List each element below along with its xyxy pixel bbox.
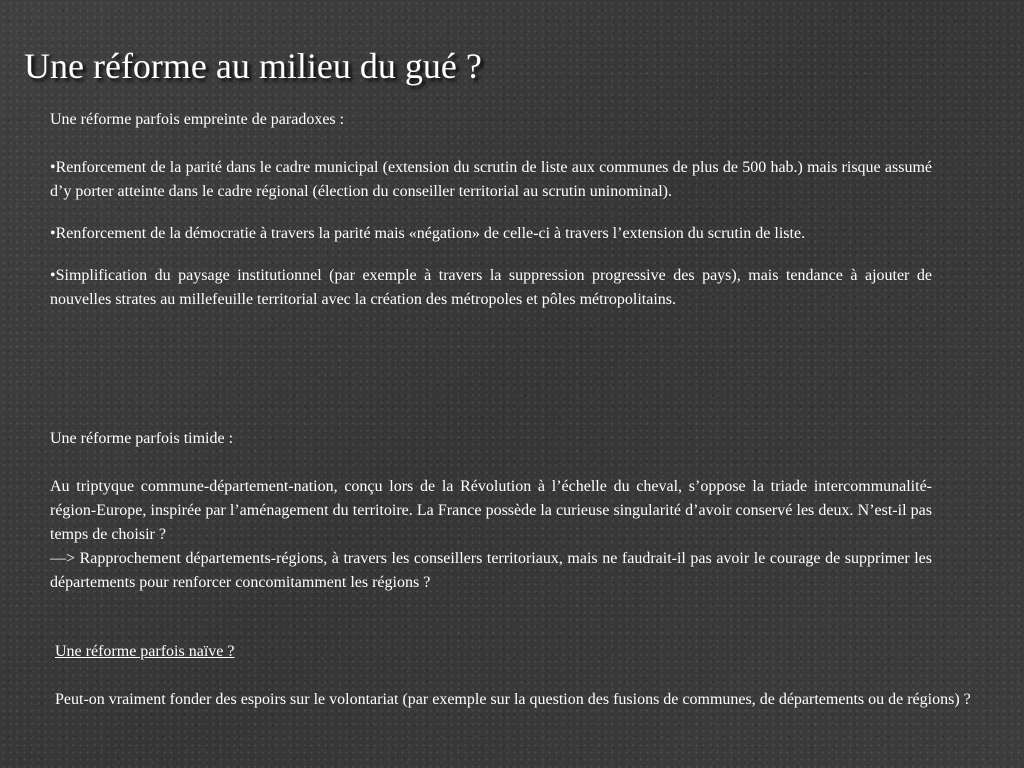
slide-title: Une réforme au milieu du gué ? — [24, 46, 482, 86]
section-heading-paradoxes: Une réforme parfois empreinte de paradoxes : — [50, 111, 345, 128]
section-heading-naive: Une réforme parfois naïve ? — [55, 643, 235, 660]
section-heading-timide: Une réforme parfois timide : — [50, 430, 234, 447]
paragraph-volontariat: Peut-on vraiment fonder des espoirs sur le volontariat (par exemple sur la question des fusions de communes, de départements ou de régions) ? — [55, 691, 971, 708]
paragraph-triptyque: Au triptyque commune-département-nation, conçu lors de la Révolution à l’échelle du cheval, s’oppose la triade intercommunalité-région-Europe, inspirée par l’aménagement du territoire. La France possède la curieuse singularité d’avoir conservé les deux. N’est-il pas temps de choisir ? — [50, 478, 932, 543]
paragraph-rapprochement: —> Rapprochement départements-régions, à travers les conseillers territoriaux, mais ne faudrait-il pas avoir le courage de supprimer les départements pour renforcer concomitamment les régions ? — [50, 550, 932, 591]
section-naive — [55, 640, 1009, 712]
section-paradoxes — [50, 108, 932, 312]
section-timide — [50, 427, 932, 595]
bullet-democratie-parite: •Renforcement de la démocratie à travers la parité mais «négation» de celle-ci à travers l’extension du scrutin de liste. — [50, 225, 806, 242]
bullet-parite-municipal: •Renforcement de la parité dans le cadre municipal (extension du scrutin de liste aux communes de plus de 500 hab.) mais risque assumé d’y porter atteinte dans le cadre régional (élection du conseiller territorial au scrutin uninominal). — [50, 159, 932, 200]
bullet-simplification: •Simplification du paysage institutionnel (par exemple à travers la suppression progressive des pays), mais tendance à ajouter de nouvelles strates au millefeuille territorial avec la création des métropoles et pôles métropolitains. — [50, 267, 932, 308]
